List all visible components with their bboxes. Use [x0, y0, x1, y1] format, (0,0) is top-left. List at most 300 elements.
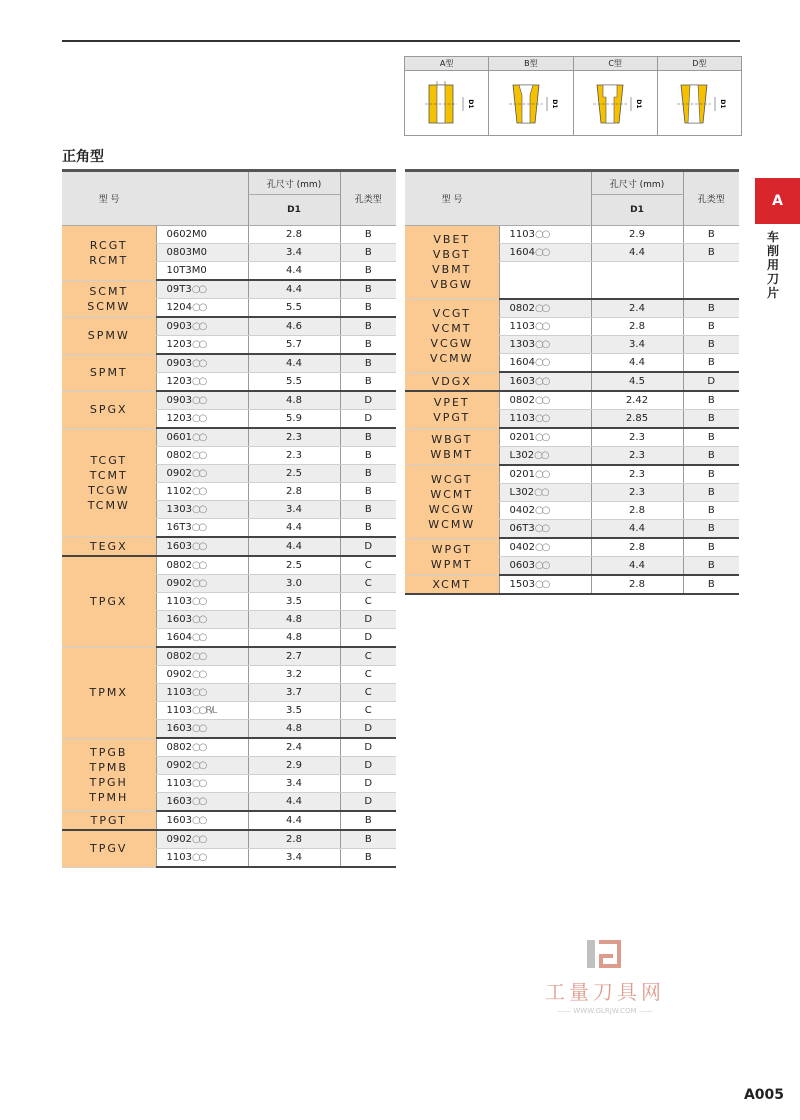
insert-code — [156, 244, 248, 262]
insert-code-suffix: ○○ — [191, 450, 206, 461]
model-name — [62, 647, 156, 738]
watermark — [530, 938, 680, 1015]
insert-code-suffix: ○○ — [534, 229, 549, 240]
insert-code — [156, 775, 248, 793]
insert-code — [499, 410, 591, 429]
hole-type-value: C — [340, 684, 396, 702]
hole-type-b — [489, 57, 573, 135]
hole-type-value: B — [340, 447, 396, 465]
model-code: TPMH — [89, 790, 129, 804]
hole-type-value: B — [683, 391, 739, 410]
hole-type-value: B — [340, 519, 396, 538]
hole-type-value: B — [683, 465, 739, 484]
insert-code-suffix: ○○ — [191, 376, 206, 387]
insert-code — [499, 465, 591, 484]
insert-code — [499, 557, 591, 576]
model-code: WBGT — [431, 432, 473, 446]
insert-code-text: 10T3M0 — [166, 265, 207, 276]
insert-code — [499, 262, 591, 300]
hole-type-value: B — [340, 465, 396, 483]
hole-type-value: B — [340, 317, 396, 336]
hole-type-d-icon — [663, 75, 735, 131]
d1-value: 4.5 — [591, 372, 683, 391]
insert-code-text: 0601 — [166, 432, 192, 443]
hole-type-value: B — [340, 811, 396, 830]
model-code: TPGH — [89, 775, 128, 789]
insert-code-text: 1203 — [166, 339, 192, 350]
d1-value: 2.5 — [248, 556, 340, 575]
insert-code-suffix: ○○ — [534, 395, 549, 406]
model-header: 型 号 — [405, 171, 499, 226]
hole-type-value: B — [340, 483, 396, 501]
model-name — [62, 811, 156, 830]
hole-type-value: B — [340, 280, 396, 299]
model-name — [62, 391, 156, 428]
model-code: VPGT — [433, 410, 471, 424]
insert-code-text: L302 — [509, 487, 535, 498]
d1-value: 2.8 — [591, 538, 683, 557]
d1-value: 3.5 — [248, 593, 340, 611]
insert-code-suffix: ○○ — [191, 669, 206, 680]
insert-code-text: 1303 — [166, 504, 192, 515]
insert-code-suffix: ○○ — [534, 542, 549, 553]
table-row — [405, 226, 739, 244]
insert-code-text: 0201 — [509, 432, 535, 443]
hole-type-value: B — [340, 299, 396, 318]
hole-type-d — [658, 57, 741, 135]
model-code: VBET — [433, 233, 471, 247]
hole-type-dim: D1 — [719, 99, 727, 109]
model-code: WCMT — [430, 487, 474, 501]
insert-code — [499, 502, 591, 520]
hole-type-value: D — [340, 629, 396, 648]
insert-code — [499, 354, 591, 373]
insert-code-suffix: ○○ — [191, 321, 206, 332]
model-code: VBGW — [430, 278, 473, 292]
d1-value: 4.4 — [248, 519, 340, 538]
model-code: TCMT — [89, 468, 128, 482]
insert-code — [156, 647, 248, 666]
hole-type-value: D — [340, 391, 396, 410]
d1-header: D1 — [248, 195, 340, 226]
insert-code — [156, 299, 248, 318]
insert-code-suffix: ○○ — [191, 432, 206, 443]
hole-type-value — [683, 262, 739, 300]
section-tab-label: 车削用刀片 — [766, 230, 779, 300]
insert-code-text: 1604 — [509, 357, 535, 368]
table-row — [62, 226, 396, 244]
insert-code-suffix: ○○ — [534, 469, 549, 480]
insert-code-text: 0602M0 — [166, 229, 207, 240]
hole-type-value: D — [340, 611, 396, 629]
model-name — [62, 428, 156, 537]
d1-value: 2.3 — [591, 428, 683, 447]
insert-code-text: 1603 — [166, 815, 192, 826]
d1-value: 3.4 — [591, 336, 683, 354]
d1-value: 2.3 — [591, 484, 683, 502]
insert-code-text: 0603 — [509, 560, 535, 571]
model-name — [405, 428, 499, 465]
insert-code-suffix: ○○ — [534, 487, 548, 498]
section-tab: A — [755, 178, 800, 224]
model-code: WPGT — [431, 542, 472, 556]
insert-code-text: 1604 — [509, 247, 535, 258]
hole-type-value: B — [340, 501, 396, 519]
d1-value: 3.4 — [248, 501, 340, 519]
insert-code — [156, 684, 248, 702]
model-name — [62, 280, 156, 317]
hole-type-value: C — [340, 666, 396, 684]
model-code: WCGW — [428, 502, 475, 516]
d1-value: 4.4 — [248, 537, 340, 556]
insert-code-text: 0902 — [166, 468, 192, 479]
d1-value: 4.8 — [248, 611, 340, 629]
insert-code — [156, 226, 248, 244]
insert-code-text: 0402 — [509, 542, 535, 553]
model-code: VCGW — [430, 336, 474, 350]
model-code: TPGX — [90, 595, 128, 609]
d1-value: 2.5 — [248, 465, 340, 483]
insert-code — [156, 373, 248, 392]
insert-code-text: 1103 — [166, 705, 192, 716]
d1-value: 2.7 — [248, 647, 340, 666]
table-row — [62, 354, 396, 373]
model-name — [405, 391, 499, 428]
d1-value: 2.3 — [248, 428, 340, 447]
table-row — [62, 556, 396, 575]
hole-type-value: B — [340, 373, 396, 392]
model-name — [405, 372, 499, 391]
d1-value: 4.4 — [248, 811, 340, 830]
insert-code-suffix: ○○ — [191, 395, 206, 406]
insert-code-text: 0902 — [166, 834, 192, 845]
hole-type-value: D — [340, 775, 396, 793]
hole-type-value: B — [340, 830, 396, 849]
hole-type-value: B — [683, 244, 739, 262]
hole-type-value: C — [340, 702, 396, 720]
insert-code-text: 0902 — [166, 760, 192, 771]
model-code: SPMT — [89, 366, 128, 379]
insert-code-suffix: ○○ — [191, 486, 206, 497]
insert-code-text: L302 — [509, 450, 535, 461]
insert-code — [156, 811, 248, 830]
insert-code-text: 1103 — [166, 852, 192, 863]
insert-code — [156, 537, 248, 556]
hole-type-dim: D1 — [550, 99, 558, 109]
d1-value: 2.85 — [591, 410, 683, 429]
hole-type-dim: D1 — [635, 99, 643, 109]
d1-value: 3.7 — [248, 684, 340, 702]
model-code: WCMW — [428, 517, 476, 531]
hole-type-value: B — [683, 428, 739, 447]
model-name — [62, 226, 156, 281]
top-rule — [62, 40, 740, 42]
insert-code-suffix: ○○ — [534, 450, 548, 461]
hole-type-value: D — [340, 757, 396, 775]
hole-type-value: B — [683, 520, 739, 539]
insert-code-text: 0802 — [166, 651, 192, 662]
hole-size-header: 孔尺寸 (mm) — [248, 171, 340, 195]
insert-code-text: 1603 — [166, 723, 192, 734]
insert-code-suffix: ○○ — [534, 321, 549, 332]
insert-code-text: 1603 — [166, 796, 192, 807]
d1-value: 2.8 — [591, 502, 683, 520]
hole-type-diagram — [404, 56, 742, 136]
insert-code — [499, 244, 591, 262]
insert-code-text: 1103 — [509, 413, 535, 424]
hole-type-value: B — [683, 447, 739, 466]
d1-value: 2.42 — [591, 391, 683, 410]
insert-code-suffix: ○○ — [191, 778, 206, 789]
table-row — [62, 391, 396, 410]
insert-code-suffix: ○○ — [191, 541, 206, 552]
table-row — [62, 738, 396, 757]
insert-code-text: 0903 — [166, 395, 192, 406]
hole-type-b-icon — [495, 75, 567, 131]
insert-code-suffix: ○○ — [191, 760, 206, 771]
hole-type-value: B — [340, 226, 396, 244]
insert-code-text: 0902 — [166, 669, 192, 680]
insert-code — [156, 629, 248, 648]
insert-code-suffix: ○○ — [534, 432, 549, 443]
insert-code-text: 0802 — [166, 450, 192, 461]
model-code: RCGT — [89, 238, 128, 252]
hole-type-value: C — [340, 575, 396, 593]
hole-type-value: D — [340, 738, 396, 757]
table-row — [62, 428, 396, 447]
insert-code-suffix: ○○ — [534, 303, 549, 314]
table-row — [62, 830, 396, 849]
insert-code-text: 1103 — [166, 687, 192, 698]
insert-code-suffix: ○○ — [191, 796, 206, 807]
table-row — [405, 575, 739, 594]
hole-type-dim: D1 — [466, 99, 474, 109]
model-code: SCMW — [87, 299, 131, 313]
hole-type-value: D — [340, 410, 396, 429]
d1-value: 4.4 — [248, 280, 340, 299]
table-row — [405, 391, 739, 410]
table-row — [405, 428, 739, 447]
insert-code — [156, 611, 248, 629]
insert-code-text: 0802 — [509, 303, 535, 314]
insert-code-suffix: ○○ — [534, 376, 549, 387]
insert-code-suffix: ○○ — [191, 413, 206, 424]
insert-code-suffix: ○○ — [191, 522, 206, 533]
model-name — [62, 354, 156, 391]
hole-type-value: B — [683, 410, 739, 429]
d1-value: 4.4 — [248, 354, 340, 373]
insert-code-suffix: ○○ — [534, 247, 549, 258]
table-row — [62, 811, 396, 830]
model-code: SCMT — [89, 284, 129, 298]
d1-value: 4.4 — [591, 520, 683, 539]
insert-code-text: 06T3 — [509, 523, 535, 534]
insert-code — [156, 501, 248, 519]
d1-value: 4.4 — [248, 793, 340, 812]
insert-code — [156, 793, 248, 812]
insert-code — [499, 336, 591, 354]
model-code: TPGT — [90, 813, 127, 827]
d1-value: 5.5 — [248, 299, 340, 318]
hole-type-label: B型 — [489, 57, 572, 71]
model-header-spacer — [156, 171, 248, 226]
insert-code-suffix: ○○ — [191, 723, 206, 734]
hole-type-value: D — [683, 372, 739, 391]
hole-type-value: B — [340, 849, 396, 868]
insert-code — [499, 575, 591, 594]
model-name — [405, 299, 499, 372]
insert-code-text: 1603 — [509, 376, 535, 387]
insert-code-text: 0903 — [166, 321, 192, 332]
hole-type-c-icon — [579, 75, 651, 131]
table-row — [62, 280, 396, 299]
insert-code-text: 1503 — [509, 579, 535, 590]
insert-code — [156, 336, 248, 355]
d1-value: 4.4 — [591, 557, 683, 576]
insert-code-suffix: ○○ — [191, 852, 206, 863]
insert-code-text: 1103 — [509, 229, 535, 240]
insert-code-suffix: ○○ — [534, 339, 549, 350]
insert-code-text: 1203 — [166, 376, 192, 387]
insert-code-suffix: ○○ — [191, 284, 206, 295]
d1-value: 3.4 — [248, 244, 340, 262]
d1-value: 3.2 — [248, 666, 340, 684]
hole-type-value: C — [340, 593, 396, 611]
d1-value: 2.4 — [248, 738, 340, 757]
insert-code — [499, 299, 591, 318]
hole-type-value: B — [683, 557, 739, 576]
d1-value: 2.8 — [591, 575, 683, 594]
insert-code — [156, 391, 248, 410]
watermark-url: —— WWW.GLRJW.COM —— — [557, 1007, 653, 1015]
insert-code — [156, 738, 248, 757]
hole-type-value: B — [340, 354, 396, 373]
left-spec-table — [62, 169, 396, 868]
model-code: TCGT — [90, 453, 128, 467]
insert-code — [156, 720, 248, 739]
insert-code-suffix: ○○ — [191, 560, 206, 571]
d1-value: 4.4 — [591, 354, 683, 373]
insert-code — [156, 428, 248, 447]
insert-code — [156, 593, 248, 611]
hole-type-value: D — [340, 720, 396, 739]
table-row — [62, 537, 396, 556]
hole-type-header: 孔类型 — [340, 171, 396, 226]
table-row — [405, 538, 739, 557]
d1-value: 2.4 — [591, 299, 683, 318]
model-code: XCMT — [432, 577, 472, 591]
hole-type-header: 孔类型 — [683, 171, 739, 226]
d1-value: 3.5 — [248, 702, 340, 720]
hole-type-value: B — [340, 428, 396, 447]
d1-value: 4.6 — [248, 317, 340, 336]
hole-type-value: C — [340, 647, 396, 666]
insert-code-text: 1303 — [509, 339, 535, 350]
right-spec-table — [405, 169, 739, 595]
insert-code-suffix: ○○ — [191, 742, 206, 753]
model-code: TPGV — [90, 842, 128, 856]
insert-code — [156, 280, 248, 299]
insert-code-text: 1603 — [166, 614, 192, 625]
model-code: VBMT — [432, 263, 472, 277]
model-code: VCGT — [432, 306, 471, 320]
insert-code — [156, 465, 248, 483]
model-code: TPGB — [90, 745, 128, 759]
insert-code-suffix: ○○ — [191, 815, 206, 826]
table-row — [405, 299, 739, 318]
table-row — [405, 372, 739, 391]
d1-value: 2.3 — [591, 465, 683, 484]
d1-value: 2.8 — [591, 318, 683, 336]
insert-code-text: 0201 — [509, 469, 535, 480]
model-code: VBGT — [432, 248, 471, 262]
insert-code — [156, 447, 248, 465]
hole-type-value: B — [683, 538, 739, 557]
hole-size-header: 孔尺寸 (mm) — [591, 171, 683, 195]
model-code: WPMT — [430, 557, 473, 571]
hole-type-value: B — [683, 226, 739, 244]
insert-code-suffix: ○○ — [191, 358, 206, 369]
insert-code-text: 0903 — [166, 358, 192, 369]
d1-value: 2.9 — [591, 226, 683, 244]
d1-value: 3.4 — [248, 849, 340, 868]
model-name — [405, 538, 499, 575]
insert-code-suffix: ○○ — [191, 339, 206, 350]
insert-code-suffix: ○○ — [534, 357, 549, 368]
insert-code-suffix: ○○ — [191, 632, 206, 643]
d1-value — [591, 262, 683, 300]
model-code: TEGX — [89, 539, 128, 553]
insert-code-text: 1204 — [166, 302, 192, 313]
insert-code — [499, 520, 591, 539]
insert-code — [499, 447, 591, 466]
model-code: VCMW — [429, 351, 474, 365]
d1-value: 2.8 — [248, 483, 340, 501]
insert-code-text: 0902 — [166, 578, 192, 589]
insert-code-suffix: ○○ — [534, 560, 549, 571]
watermark-text: 工量刀具网 — [545, 980, 665, 1004]
hole-type-a — [405, 57, 489, 135]
insert-code-text: 1203 — [166, 413, 192, 424]
insert-code-suffix: ○○ — [534, 523, 549, 534]
hole-type-value: B — [683, 502, 739, 520]
insert-code-text: 1103 — [166, 778, 192, 789]
insert-code — [156, 410, 248, 429]
hole-type-a-icon — [411, 75, 483, 131]
d1-value: 4.4 — [591, 244, 683, 262]
insert-code-text: 16T3 — [166, 522, 192, 533]
insert-code — [156, 556, 248, 575]
table-row — [405, 465, 739, 484]
model-code: VPET — [433, 395, 470, 409]
insert-code — [156, 354, 248, 373]
section-title: 正角型 — [62, 149, 104, 165]
hole-type-label: C型 — [574, 57, 657, 71]
hole-type-value: B — [340, 244, 396, 262]
insert-code-suffix: ○○ — [191, 302, 206, 313]
d1-value: 5.7 — [248, 336, 340, 355]
insert-code — [156, 830, 248, 849]
insert-code-text: 09T3 — [166, 284, 192, 295]
insert-code-suffix: ○○ — [534, 579, 549, 590]
insert-code — [156, 575, 248, 593]
insert-code-text: 0802 — [509, 395, 535, 406]
model-name — [405, 465, 499, 538]
model-code: RCMT — [89, 253, 129, 267]
d1-value: 3.4 — [248, 775, 340, 793]
insert-code — [156, 519, 248, 538]
insert-code-suffix: ○○ — [191, 504, 206, 515]
